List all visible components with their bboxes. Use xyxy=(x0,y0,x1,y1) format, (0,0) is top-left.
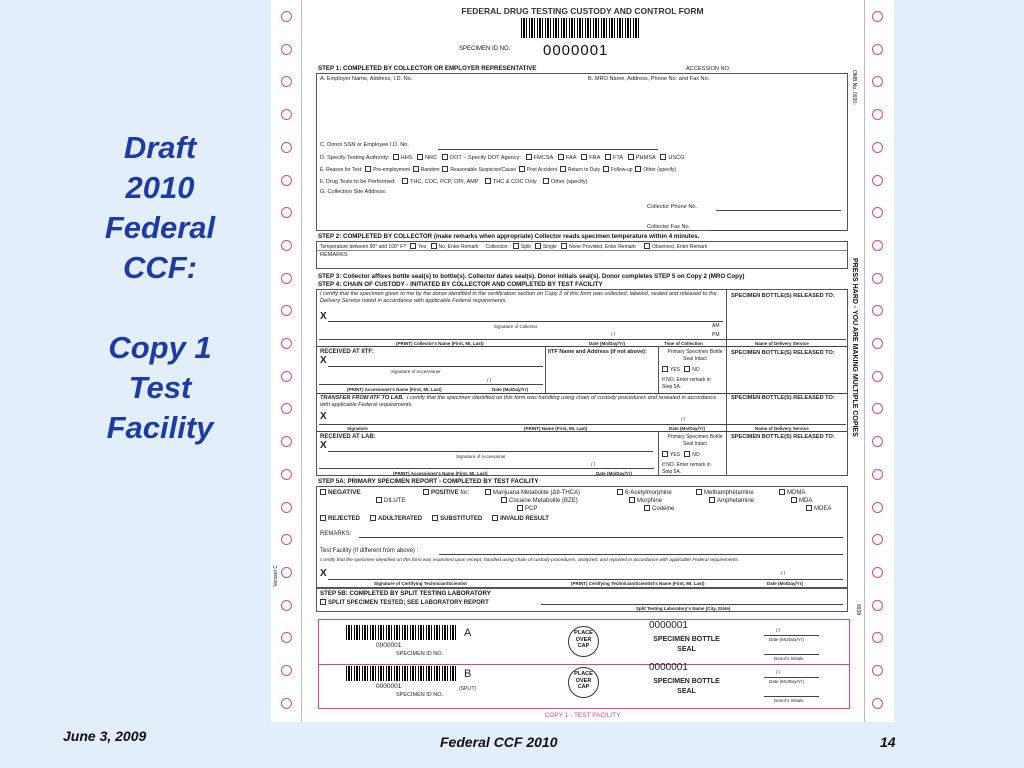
step5b-header: STEP 5B: COMPLETED BY SPLIT TESTING LABORATORY xyxy=(320,590,491,597)
title-line: Draft xyxy=(123,130,197,165)
tractor-hole xyxy=(281,273,292,284)
checkbox[interactable] xyxy=(806,505,812,511)
checkbox[interactable] xyxy=(485,178,491,184)
drugs-row: F. Drug Tests to be Performed: THC, COC, PCP, OPI, AMP THC & COC Only Other (specify) xyxy=(320,179,588,185)
tractor-hole xyxy=(281,207,292,218)
tractor-hole xyxy=(281,76,292,87)
tractor-hole xyxy=(281,403,292,414)
checkbox[interactable] xyxy=(376,497,382,503)
phone-field[interactable]: Collector Phone No. xyxy=(647,204,698,210)
title-line xyxy=(60,288,260,328)
checkbox[interactable] xyxy=(617,489,623,495)
slide-title xyxy=(60,128,260,448)
checkbox[interactable] xyxy=(423,489,429,495)
step4-box xyxy=(316,289,848,476)
tractor-hole xyxy=(872,502,883,513)
test-facility-field[interactable]: Test Facility (if different from above) : xyxy=(320,548,419,554)
checkbox[interactable] xyxy=(526,154,532,160)
checkbox[interactable] xyxy=(558,154,564,160)
tractor-hole xyxy=(872,109,883,120)
tractor-hole xyxy=(281,175,292,186)
checkbox[interactable] xyxy=(320,515,326,521)
tractor-hole xyxy=(281,44,292,55)
tractor-hole xyxy=(281,600,292,611)
collector-certification: I certify that the specimen given to me by the donor identified in the certification section on Copy 2 of this form was collected, labeled, sealed and released to the Delivery Service noted in accordance with applicable Federal requirements. xyxy=(320,291,717,304)
site-field[interactable]: G. Collection Site Address: xyxy=(320,189,387,195)
employer-field[interactable]: A. Employer Name, Address, I.D. No. xyxy=(320,76,413,82)
place-over-cap-a: PLACE OVER CAP xyxy=(568,626,599,657)
footer-center: Federal CCF 2010 xyxy=(440,734,558,750)
ccf-form: FEDERAL DRUG TESTING CUSTODY AND CONTROL FORM SPECIMEN ID NO. 0000001 OMB No. 0930- PRESS HARD - YOU ARE MAKING MULTIPLE COPIES Version C 8938 STEP 1: COMPLETED BY COLLECTOR OR EMPLOYER REPRESENTATIVE ACCESSION NO. A. Employer Name, Address, I.D. No. B. MRO Name, Address, Phone No. and Fax No. C. Donor SSN or Employee I.D. No. D. Specify Testing Authority: HHS NRC DOT – Specify DOT Agency: FMCSA FAA FRA FTA PHMSA USCG E. Reason for Test: Pre-employment Random Reasonable Suspicion/Cause Post Accident Return to Duty Follow-up Other (specify) F. Drug Tests to be Performed: THC, COC, PCP, OPI, AMP THC & COC Only Other (specify) G. Collection Site Address: Collector Phone No. Collector Fax No. STEP 2: COMPLETED BY COLLECTOR (make remarks when appropriate) Collector reads specimen temperature within 4 minutes. Temperature between 90° and 100° F? Yes No, Enter Remark Collection: Split Single None Provided, Enter Remark Observed, Enter Remark REMARKS STEP 3: Collector affixes bottle seal(s) to bottle(s). Collector dates seal(s). Donor initials seal(s). Donor completes STEP 5 on Copy 2 (MRO Copy) STEP 4: CHAIN OF CUSTODY - INITIATED BY COLLECTOR AND COMPLETED BY TEST FACILITY I certify that the specimen given to me by the donor identified in the certification section on Copy 2 of this form was collected, labeled, sealed and released to the Delivery Service noted in accordance with applicable Federal requirements. SPECIMEN BOTTLE(S) RELEASED TO: X Signature of Collector AM PM / / (PRINT) Collector's Name (First, MI, Last) Date (Mo/Day/Yr) Time of Collection Name of Delivery Service RECEIVED AT IITF: IITF Name and Address (if not above): Primary Specimen Bottle Seal Intact YES NO If NO, Enter remark in Step 5A. SPECIMEN BOTTLE(S) RELEASED TO: X Signature of Accessioner / / (PRINT) Accessioner's Name (First, MI, Last) Date (Mo/Day/Yr) TRANSFER FROM IITF TO LAB. I certify that the specimen identified on this form was handling using chain of custody procedures and resealed in accordance with applicable Federal requirements. SPECIMEN BOTTLE(S) RELEASED TO: X / / Signature (PRINT) Name (First, MI, Last) Date (Mo/Day/Yr) Name of Delivery Service RECEIVED AT LAB: Primary Specimen Bottle Seal Intact YES NO If NO, Enter remark in Step 5A. SPECIMEN BOTTLE(S) RELEASED TO: X Signature of Accessioner / / (PRINT) Accessioner's Name (First, MI, Last) Date (Mo/Day/Yr) STEP 5A: PRIMARY SPECIMEN REPORT - COMPLETED BY TEST FACILITY NEGATIVE DILUTE POSITIVE for: Marijuana Metabolite (Δ9-THCA) Cocaine Metabolite (BZE) PCP 6-Acetylmorphine Morphine Codeine Methamphetamine Amphetamine MDMA MDA MDEA REJECTED ADULTERATED SUBSTITUTED INVALID RESULT REMARKS: Test Facility (if different from above) : I certify that the specimen identified on this form was examined upon receipt, handled using chain of custody procedures, analyzed, and reported in accordance with applicable Federal requirements. X / / Signature of Certifying Technician/Scientist (PRINT) Certifying Technician/Scientist's Name (First, MI, Last) Date (Mo/Day/Yr) STEP 5B: COMPLETED BY SPLIT TESTING LABORATORY SPLIT SPECIMEN TESTED; SEE LABORATORY REPORT Split Testing Laboratory's Name (City, State) 0000001 SPECIMEN ID NO. A PLACE OVER CAP 0000001 SPECIMEN BOTTLE SEAL / / Date (Mo/Day/Yr) Donor's Initials 0000001 SPECIMEN ID NO. B (SPLIT) PLACE OVER CAP 0000001 SPECIMEN BOTTLE SEAL / / Date (Mo/Day/Yr) Donor's Initials COPY 1 - TEST FACILITY xyxy=(271,0,894,722)
checkbox[interactable] xyxy=(662,451,668,457)
tractor-hole xyxy=(872,665,883,676)
tractor-hole xyxy=(281,305,292,316)
received-lab: RECEIVED AT LAB: xyxy=(320,434,376,440)
checkbox[interactable] xyxy=(561,243,567,249)
checkbox[interactable] xyxy=(660,154,666,160)
tractor-hole xyxy=(872,436,883,447)
tractor-hole xyxy=(281,338,292,349)
step2-header: STEP 2: COMPLETED BY COLLECTOR (make remarks when appropriate) Collector reads specimen temperature within 4 minutes. xyxy=(318,233,700,240)
tractor-hole xyxy=(872,338,883,349)
title-line: CCF: xyxy=(122,250,198,285)
accession-label: ACCESSION NO. xyxy=(686,66,731,72)
checkbox[interactable] xyxy=(517,505,523,511)
tractor-hole xyxy=(281,371,292,382)
tractor-hole xyxy=(872,698,883,709)
tractor-hole xyxy=(281,665,292,676)
tractor-hole xyxy=(872,469,883,480)
step1-box xyxy=(316,73,848,231)
form-title: FEDERAL DRUG TESTING CUSTODY AND CONTROL FORM xyxy=(461,6,704,16)
checkbox[interactable] xyxy=(320,489,326,495)
checkbox[interactable] xyxy=(684,366,690,372)
tractor-hole xyxy=(872,76,883,87)
tractor-hole xyxy=(872,175,883,186)
donor-id-field[interactable]: C. Donor SSN or Employee I.D. No. xyxy=(320,142,409,148)
mro-field[interactable]: B. MRO Name, Address, Phone No. and Fax No. xyxy=(588,76,710,82)
checkbox[interactable] xyxy=(543,178,549,184)
step5a-remarks[interactable]: REMARKS: xyxy=(320,531,352,537)
checkbox[interactable] xyxy=(779,489,785,495)
tractor-hole xyxy=(872,600,883,611)
title-line: Copy 1 xyxy=(108,330,212,365)
tractor-hole xyxy=(872,567,883,578)
checkbox[interactable] xyxy=(513,243,519,249)
tractor-hole xyxy=(281,240,292,251)
checkbox[interactable] xyxy=(629,497,635,503)
title-line: 2010 xyxy=(125,170,195,205)
checkbox[interactable] xyxy=(644,243,650,249)
checkbox[interactable] xyxy=(603,166,609,172)
tractor-hole xyxy=(872,273,883,284)
tractor-hole xyxy=(872,632,883,643)
tractor-hole xyxy=(281,469,292,480)
checkbox[interactable] xyxy=(417,154,423,160)
tractor-hole xyxy=(872,403,883,414)
received-iitf: RECEIVED AT IITF: xyxy=(320,349,374,355)
temperature-row: Temperature between 90° and 100° F? Yes No, Enter Remark Collection: Split Single None Provided, Enter Remark Observed, Enter Remark xyxy=(320,244,708,250)
title-line: Test xyxy=(128,370,192,405)
checkbox[interactable] xyxy=(635,166,641,172)
specimen-id-label: SPECIMEN ID NO. xyxy=(459,46,511,52)
checkbox[interactable] xyxy=(431,243,437,249)
tractor-hole xyxy=(281,632,292,643)
step4-header: STEP 4: CHAIN OF CUSTODY - INITIATED BY COLLECTOR AND COMPLETED BY TEST FACILITY xyxy=(318,281,603,288)
iitf-name-field[interactable]: IITF Name and Address (if not above): xyxy=(548,349,647,355)
tractor-hole xyxy=(281,534,292,545)
checkbox[interactable] xyxy=(442,166,448,172)
sig-collector-label: Signature of Collector xyxy=(494,324,538,329)
page-number: 14 xyxy=(880,734,896,750)
form-code: 8938 xyxy=(855,604,861,616)
tractor-hole xyxy=(281,109,292,120)
omb-number: OMB No. 0930- xyxy=(851,70,857,105)
checkbox[interactable] xyxy=(320,599,326,605)
checkbox[interactable] xyxy=(662,366,668,372)
step1-header: STEP 1: COMPLETED BY COLLECTOR OR EMPLOYER REPRESENTATIVE xyxy=(318,65,537,72)
checkbox[interactable] xyxy=(696,489,702,495)
checkbox[interactable] xyxy=(393,154,399,160)
checkbox[interactable] xyxy=(501,497,507,503)
checkbox[interactable] xyxy=(644,505,650,511)
footer-date: June 3, 2009 xyxy=(63,728,147,744)
tractor-hole xyxy=(872,371,883,382)
checkbox[interactable] xyxy=(410,243,416,249)
checkbox[interactable] xyxy=(432,515,438,521)
checkbox[interactable] xyxy=(402,178,408,184)
tractor-hole xyxy=(872,305,883,316)
released-to: SPECIMEN BOTTLE(S) RELEASED TO: xyxy=(731,293,835,299)
tractor-hole xyxy=(281,567,292,578)
checkbox[interactable] xyxy=(791,497,797,503)
specimen-id-number: 0000001 xyxy=(543,42,609,59)
version-label: Version C xyxy=(273,565,279,587)
tractor-hole xyxy=(281,502,292,513)
step5a-header: STEP 5A: PRIMARY SPECIMEN REPORT - COMPLETED BY TEST FACILITY xyxy=(318,478,539,485)
checkbox[interactable] xyxy=(485,489,491,495)
tractor-holes-left xyxy=(276,0,298,722)
title-line: Federal xyxy=(104,210,216,245)
tractor-hole xyxy=(872,534,883,545)
place-over-cap-b: PLACE OVER CAP xyxy=(568,667,599,698)
tractor-holes-right xyxy=(867,0,889,722)
tractor-hole xyxy=(872,142,883,153)
tractor-hole xyxy=(281,698,292,709)
fax-field[interactable]: Collector Fax No. xyxy=(647,224,691,230)
title-line: Facility xyxy=(106,410,214,445)
tractor-hole xyxy=(872,44,883,55)
checkbox[interactable] xyxy=(628,154,634,160)
reason-row: E. Reason for Test: Pre-employment Random Reasonable Suspicion/Cause Post Accident Return to Duty Follow-up Other (specify) xyxy=(320,167,677,173)
transfer-text: TRANSFER FROM IITF TO LAB. I certify that the specimen identified on this form was handling using chain of custody procedures and resealed in accordance with applicable Federal requirements. xyxy=(320,395,717,408)
checkbox[interactable] xyxy=(492,515,498,521)
tractor-hole xyxy=(872,207,883,218)
checkbox[interactable] xyxy=(442,154,448,160)
checkbox[interactable] xyxy=(581,154,587,160)
step2-remarks[interactable]: REMARKS xyxy=(320,252,348,258)
checkbox[interactable] xyxy=(605,154,611,160)
tractor-hole xyxy=(281,436,292,447)
press-hard-notice: PRESS HARD - YOU ARE MAKING MULTIPLE COPIES xyxy=(851,258,858,437)
checkbox[interactable] xyxy=(365,166,371,172)
copy-label: COPY 1 - TEST FACILITY xyxy=(544,712,621,719)
step3-header: STEP 3: Collector affixes bottle seal(s) to bottle(s). Collector dates seal(s). Donor initials seal(s). Donor completes STEP 5 on Copy 2 (MRO Copy) xyxy=(318,273,745,280)
checkbox[interactable] xyxy=(560,166,566,172)
tractor-hole xyxy=(872,240,883,251)
checkbox[interactable] xyxy=(535,243,541,249)
checkbox[interactable] xyxy=(709,497,715,503)
tractor-hole xyxy=(281,142,292,153)
barcode xyxy=(521,18,641,38)
checkbox[interactable] xyxy=(370,515,376,521)
checkbox[interactable] xyxy=(519,166,525,172)
authority-row: D. Specify Testing Authority: HHS NRC DOT – Specify DOT Agency: FMCSA FAA FRA FTA PHMSA USCG xyxy=(320,155,685,161)
checkbox[interactable] xyxy=(684,451,690,457)
checkbox[interactable] xyxy=(413,166,419,172)
